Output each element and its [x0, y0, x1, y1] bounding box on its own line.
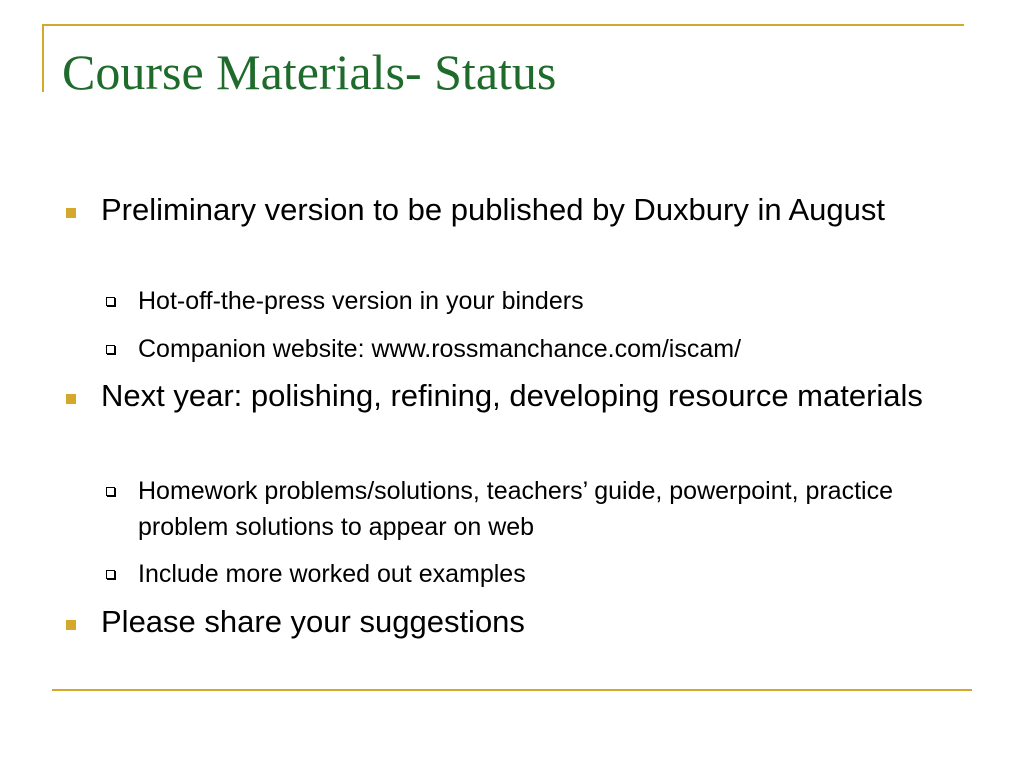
left-divider-line [42, 24, 44, 92]
hollow-square-bullet-icon [106, 297, 115, 306]
bullet-item: Next year: polishing, refining, developing resource materials [101, 378, 923, 413]
sub-bullet-item: Include more worked out examples [138, 560, 526, 588]
sub-bullet-item: Hot-off-the-press version in your binders [138, 287, 584, 315]
bullet-item: Please share your suggestions [101, 604, 525, 639]
hollow-square-bullet-icon [106, 570, 115, 579]
sub-bullet-item: Companion website: www.rossmanchance.com/iscam/ [138, 335, 742, 363]
hollow-square-bullet-icon [106, 345, 115, 354]
square-bullet-icon [66, 208, 76, 218]
bullet-item: Preliminary version to be published by Duxbury in August [101, 192, 886, 227]
square-bullet-icon [66, 394, 76, 404]
sub-bullet-item: Homework problems/solutions, teachers’ guide, powerpoint, practice problem solutions to appear on web [138, 477, 893, 541]
square-bullet-icon [66, 620, 76, 630]
bottom-divider-line [52, 689, 972, 691]
slide-title: Course Materials- Status [62, 44, 557, 100]
top-divider-line [42, 24, 964, 26]
hollow-square-bullet-icon [106, 487, 115, 496]
